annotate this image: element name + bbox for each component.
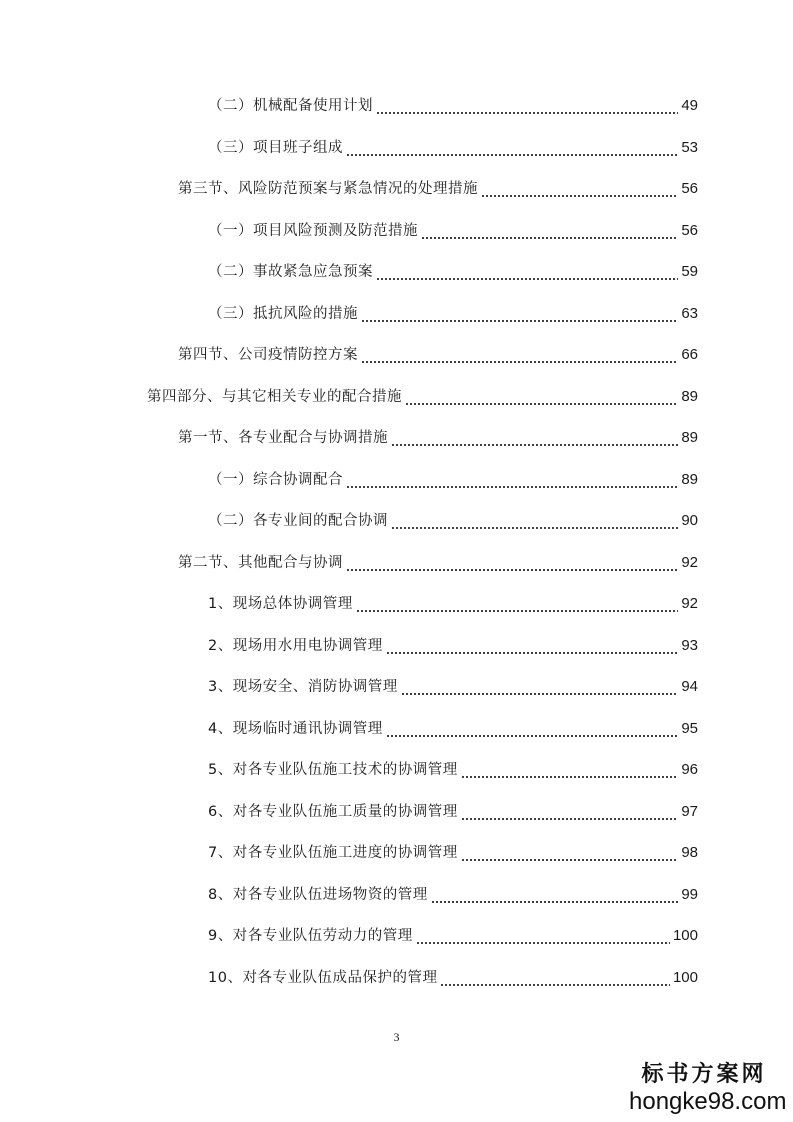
toc-entry-label: 第三节、风险防范预案与紧急情况的处理措施 bbox=[178, 181, 478, 197]
toc-entry[interactable] bbox=[208, 300, 698, 324]
toc-entry-label: 9、对各专业队伍劳动力的管理 bbox=[208, 928, 413, 944]
toc-entry-page: 63 bbox=[681, 304, 698, 322]
toc-entry-page: 99 bbox=[681, 885, 698, 903]
toc-leader-dots bbox=[361, 304, 678, 324]
toc-entry-label: （三）项目班子组成 bbox=[208, 139, 343, 156]
toc-entry-label: 第二节、其他配合与协调 bbox=[178, 554, 343, 571]
toc-entry[interactable] bbox=[208, 134, 698, 158]
toc-leader-dots bbox=[416, 926, 670, 946]
toc-entry[interactable] bbox=[178, 341, 698, 365]
toc-leader-dots bbox=[421, 221, 678, 241]
toc-entry[interactable] bbox=[208, 756, 698, 780]
toc-leader-dots bbox=[481, 179, 678, 199]
toc-entry-label: 5、对各专业队伍施工技术的协调管理 bbox=[208, 762, 458, 778]
toc-entry-label: 6、对各专业队伍施工质量的协调管理 bbox=[208, 803, 458, 820]
toc-entry-page: 66 bbox=[681, 346, 698, 363]
toc-entry[interactable] bbox=[178, 175, 698, 199]
site-watermark bbox=[629, 1060, 787, 1116]
toc-leader-dots bbox=[401, 677, 679, 697]
toc-entry-label: 3、现场安全、消防协调管理 bbox=[208, 679, 398, 695]
toc-leader-dots bbox=[361, 345, 678, 365]
toc-entry[interactable] bbox=[208, 258, 698, 282]
toc-entry[interactable] bbox=[208, 466, 698, 490]
toc-entry-label: 7、对各专业队伍施工进度的协调管理 bbox=[208, 845, 458, 861]
toc-entry-page: 98 bbox=[681, 844, 698, 861]
toc-entry[interactable] bbox=[208, 964, 698, 988]
toc-entry-label: （二）各专业间的配合协调 bbox=[208, 513, 388, 529]
toc-leader-dots bbox=[386, 719, 679, 739]
toc-entry-page: 56 bbox=[681, 221, 698, 239]
page-number: 3 bbox=[393, 1030, 400, 1044]
toc-entry[interactable] bbox=[208, 217, 698, 241]
toc-entry-label: （二）机械配备使用计划 bbox=[208, 98, 373, 114]
toc-entry[interactable] bbox=[178, 549, 698, 573]
toc-leader-dots bbox=[376, 96, 678, 116]
toc-entry-label: 8、对各专业队伍进场物资的管理 bbox=[208, 886, 428, 903]
toc-entry-label: （一）综合协调配合 bbox=[208, 471, 343, 488]
toc-entry[interactable] bbox=[208, 798, 698, 822]
toc-leader-dots bbox=[461, 802, 679, 822]
toc-entry[interactable] bbox=[208, 839, 698, 863]
toc-entry-page: 89 bbox=[681, 387, 698, 405]
toc-entry-page: 59 bbox=[681, 263, 698, 280]
toc-entry[interactable] bbox=[147, 383, 698, 407]
toc-leader-dots bbox=[386, 636, 679, 656]
toc-entry[interactable] bbox=[208, 92, 698, 116]
toc-entry-label: 10、对各专业队伍成品保护的管理 bbox=[208, 969, 438, 986]
toc-leader-dots bbox=[391, 511, 678, 531]
toc-entry-page: 56 bbox=[681, 180, 698, 197]
toc-entry-page: 96 bbox=[681, 761, 698, 778]
toc-entry[interactable] bbox=[208, 715, 698, 739]
toc-entry[interactable] bbox=[208, 632, 698, 656]
toc-entry-page: 95 bbox=[681, 719, 698, 737]
toc-entry-page: 97 bbox=[681, 802, 698, 820]
toc-leader-dots bbox=[461, 760, 679, 780]
toc-entry[interactable] bbox=[208, 881, 698, 905]
toc-entry[interactable] bbox=[178, 424, 698, 448]
toc-leader-dots bbox=[440, 968, 670, 988]
toc-entry-label: 第四部分、与其它相关专业的配合措施 bbox=[147, 388, 402, 405]
toc-leader-dots bbox=[431, 885, 679, 905]
toc-entry-page: 89 bbox=[681, 429, 698, 446]
toc-entry-page: 89 bbox=[681, 470, 698, 488]
toc-entry-label: （一）项目风险预测及防范措施 bbox=[208, 222, 418, 239]
toc-entry-page: 90 bbox=[681, 512, 698, 529]
toc-leader-dots bbox=[346, 470, 678, 490]
toc-leader-dots bbox=[356, 594, 679, 614]
toc-leader-dots bbox=[405, 387, 678, 407]
toc-leader-dots bbox=[376, 262, 678, 282]
toc-leader-dots bbox=[391, 428, 678, 448]
toc-entry-label: （三）抵抗风险的措施 bbox=[208, 305, 358, 322]
toc-entry-page: 49 bbox=[681, 97, 698, 114]
toc-entry-label: 1、现场总体协调管理 bbox=[208, 596, 353, 612]
toc-entry-page: 92 bbox=[681, 595, 698, 612]
toc-entry-label: 4、现场临时通讯协调管理 bbox=[208, 720, 383, 737]
toc-leader-dots bbox=[346, 553, 678, 573]
toc-entry-label: 第一节、各专业配合与协调措施 bbox=[178, 430, 388, 446]
toc-leader-dots bbox=[461, 843, 679, 863]
watermark-title: 标书方案网 bbox=[641, 1061, 767, 1087]
watermark-url: hongke98.com bbox=[629, 1088, 787, 1115]
toc-entry-page: 94 bbox=[681, 678, 698, 695]
toc-entry-label: 第四节、公司疫情防控方案 bbox=[178, 347, 358, 363]
toc-entry-page: 100 bbox=[672, 968, 698, 986]
toc-entry-page: 100 bbox=[672, 927, 698, 944]
toc-leader-dots bbox=[346, 138, 678, 158]
toc-entry[interactable] bbox=[208, 590, 698, 614]
toc-entry-page: 53 bbox=[681, 138, 698, 156]
toc-entry[interactable] bbox=[208, 922, 698, 946]
toc-entry[interactable] bbox=[208, 673, 698, 697]
toc-entry-page: 93 bbox=[681, 636, 698, 654]
toc-entry-page: 92 bbox=[681, 553, 698, 571]
toc-entry-label: （二）事故紧急应急预案 bbox=[208, 264, 373, 280]
toc-entry[interactable] bbox=[208, 507, 698, 531]
toc-entry-label: 2、现场用水用电协调管理 bbox=[208, 637, 383, 654]
